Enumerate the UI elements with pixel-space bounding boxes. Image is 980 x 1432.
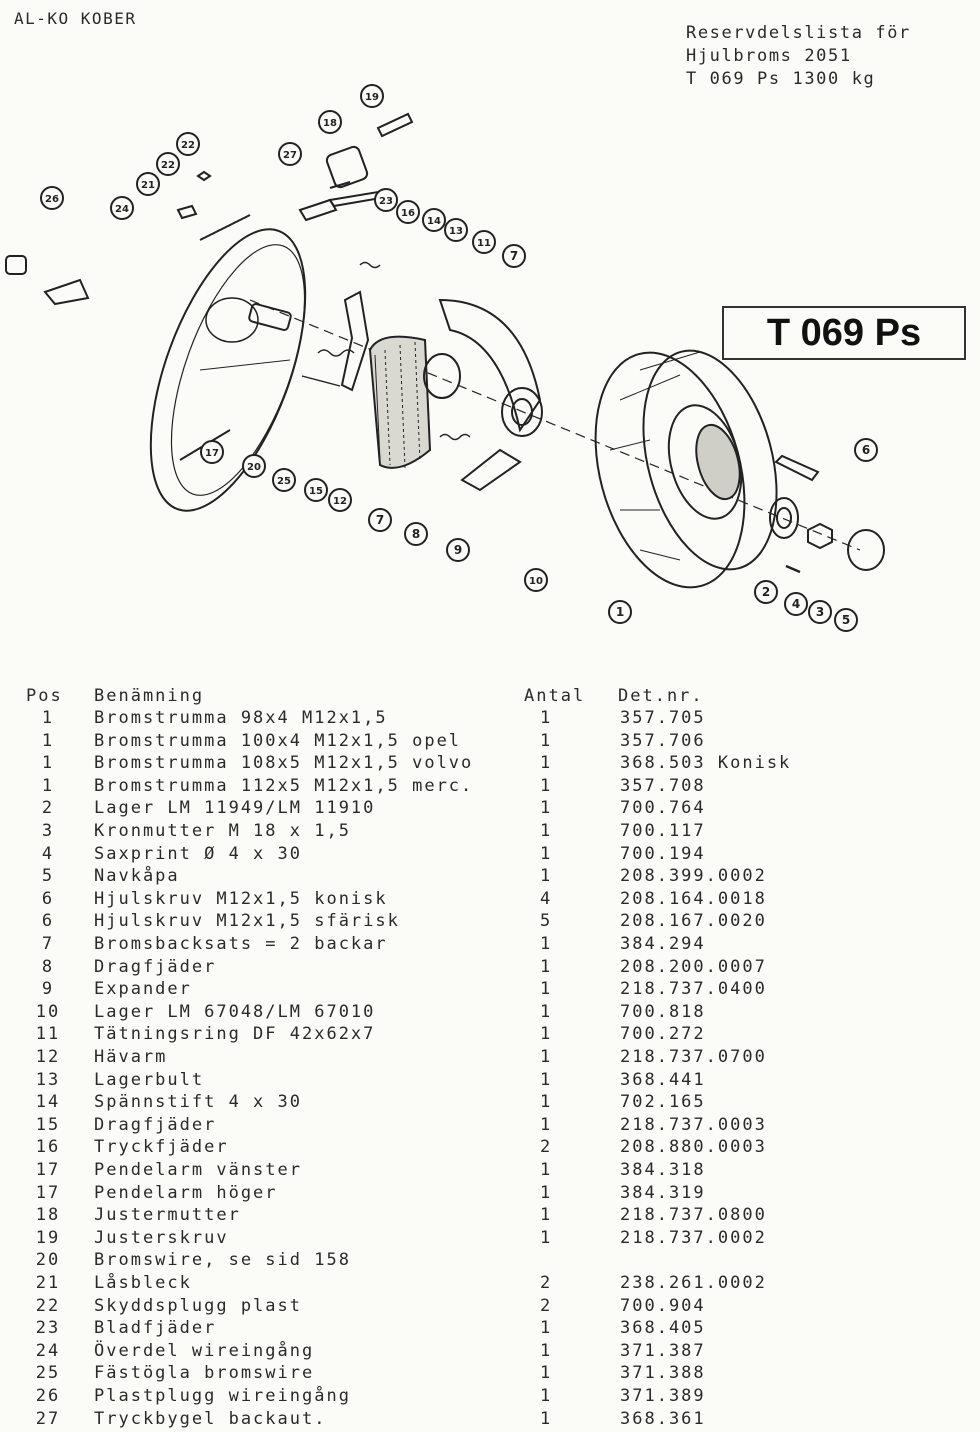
cell-qty: 1 — [540, 1024, 553, 1045]
table-row — [0, 1070, 980, 1092]
cell-name: Bromstrumma 100x4 M12x1,5 opel — [94, 730, 462, 751]
cell-det: 384.318 — [620, 1160, 706, 1180]
cell-pos: 24 — [35, 1340, 61, 1361]
cell-name: Tryckbygel backaut. — [94, 1408, 327, 1429]
table-row — [0, 1409, 980, 1431]
cell-qty: 1 — [540, 753, 553, 774]
cell-pos: 23 — [35, 1318, 61, 1339]
table-row — [0, 798, 980, 820]
cell-det: 371.389 — [620, 1386, 706, 1406]
cell-det: 357.708 — [620, 775, 706, 796]
column-header-name: Benämning — [94, 686, 205, 706]
callout-label: 3 — [815, 605, 825, 619]
table-row — [0, 934, 980, 956]
cell-pos: 9 — [41, 979, 55, 1000]
callout-7 — [369, 509, 391, 531]
cell-qty: 1 — [540, 1408, 553, 1429]
table-row — [0, 776, 980, 798]
callout-10 — [525, 569, 547, 591]
cell-pos: 14 — [35, 1092, 61, 1113]
cell-name: Tätningsring DF 42x62x7 — [94, 1024, 376, 1045]
cell-name: Överdel wireingång — [94, 1340, 315, 1361]
table-row — [0, 911, 980, 933]
callout-label: 18 — [323, 118, 337, 129]
callout-label: 25 — [277, 476, 291, 487]
table-row — [0, 1318, 980, 1340]
cell-det: 371.387 — [620, 1340, 706, 1361]
callout-14 — [423, 209, 445, 231]
cell-pos: 11 — [35, 1024, 61, 1045]
cell-pos: 21 — [35, 1273, 61, 1293]
callout-label: 12 — [333, 496, 347, 507]
cell-det: 700.194 — [620, 843, 706, 864]
cell-name: Justermutter — [94, 1205, 241, 1226]
cell-name: Tryckfjäder — [94, 1137, 229, 1158]
callout-label: 21 — [141, 180, 155, 191]
callout-21 — [137, 173, 159, 195]
cell-qty: 1 — [540, 1160, 553, 1180]
cell-det: 208.164.0018 — [620, 888, 767, 909]
table-row — [0, 753, 980, 775]
callout-label: 15 — [309, 486, 323, 497]
cell-name: Skyddsplugg plast — [94, 1295, 302, 1316]
callout-6 — [855, 439, 877, 461]
cell-pos: 5 — [41, 866, 55, 887]
cell-name: Bromswire, se sid 158 — [94, 1250, 351, 1271]
cell-qty: 2 — [540, 1295, 553, 1316]
callout-27 — [279, 143, 301, 165]
cell-det: 368.361 — [620, 1408, 706, 1429]
callout-label: 27 — [283, 150, 297, 161]
cell-qty: 1 — [540, 843, 553, 864]
callout-label: 7 — [509, 249, 519, 263]
cell-det: 700.904 — [620, 1295, 706, 1316]
cell-name: Saxprint Ø 4 x 30 — [94, 843, 302, 864]
cell-pos: 1 — [41, 775, 55, 796]
table-row — [0, 1273, 980, 1295]
cell-det: 218.737.0800 — [620, 1205, 767, 1226]
callout-label: 17 — [205, 448, 219, 459]
cell-qty: 1 — [540, 1047, 553, 1067]
callout-4 — [785, 593, 807, 615]
cell-name: Pendelarm vänster — [94, 1160, 302, 1180]
cell-qty: 1 — [540, 821, 553, 841]
table-row — [0, 1047, 980, 1069]
cell-pos: 1 — [41, 753, 55, 774]
cell-qty: 1 — [540, 1114, 553, 1135]
column-header-pos: Pos — [26, 686, 63, 706]
callout-25 — [273, 469, 295, 491]
table-row — [0, 979, 980, 1001]
cell-qty: 1 — [540, 1318, 553, 1339]
callout-11 — [473, 231, 495, 253]
cell-pos: 17 — [35, 1160, 61, 1180]
back-plate-drawing — [119, 210, 337, 531]
cell-det: 238.261.0002 — [620, 1273, 767, 1293]
cell-name: Bladfjäder — [94, 1318, 217, 1339]
callout-1 — [609, 601, 631, 623]
table-row — [0, 1160, 980, 1182]
cell-name: Lager LM 67048/LM 67010 — [94, 1001, 376, 1022]
cell-qty: 1 — [540, 956, 553, 977]
callout-label: 13 — [449, 226, 463, 237]
callout-label: 20 — [247, 462, 261, 473]
callout-7 — [503, 245, 525, 267]
cell-det: 368.441 — [620, 1069, 706, 1090]
callout-15 — [305, 479, 327, 501]
cell-qty: 1 — [540, 979, 553, 1000]
cell-qty: 1 — [540, 866, 553, 887]
callout-23 — [375, 189, 397, 211]
cell-qty: 1 — [540, 1205, 553, 1226]
table-row — [0, 1002, 980, 1024]
cell-det: 702.165 — [620, 1092, 706, 1113]
cell-det: 208.880.0003 — [620, 1137, 767, 1158]
title-line-1: Reservdelslista för — [686, 23, 911, 43]
table-row — [0, 1115, 980, 1137]
cell-name: Expander — [94, 979, 192, 1000]
cell-name: Dragfjäder — [94, 956, 217, 977]
callout-2 — [755, 581, 777, 603]
table-row — [0, 1341, 980, 1363]
callout-label: 22 — [181, 140, 195, 151]
cell-pos: 12 — [35, 1047, 61, 1067]
table-row — [0, 1250, 980, 1272]
cell-det: 208.167.0020 — [620, 911, 767, 932]
table-row — [0, 1228, 980, 1250]
cell-pos: 13 — [35, 1069, 61, 1090]
cell-qty: 1 — [540, 1227, 553, 1248]
callout-8 — [405, 523, 427, 545]
cell-name: Plastplugg wireingång — [94, 1386, 351, 1406]
callout-label: 4 — [791, 597, 801, 611]
callout-22 — [177, 133, 199, 155]
table-row — [0, 1363, 980, 1385]
cell-pos: 8 — [41, 956, 55, 977]
cell-name: Dragfjäder — [94, 1114, 217, 1135]
callout-label: 14 — [427, 216, 441, 227]
cell-det: 371.388 — [620, 1363, 706, 1384]
cell-name: Lagerbult — [94, 1069, 205, 1090]
callout-label: 9 — [453, 543, 463, 557]
cell-pos: 1 — [41, 708, 55, 728]
callout-label: 19 — [365, 92, 379, 103]
table-row — [0, 1386, 980, 1408]
column-header-qty: Antal — [524, 686, 586, 706]
title-line-2: Hjulbroms 2051 — [686, 46, 852, 66]
callout-label: 1 — [615, 605, 625, 619]
cell-name: Spännstift 4 x 30 — [94, 1092, 302, 1113]
table-row — [0, 1205, 980, 1227]
callout-19 — [361, 85, 383, 107]
cell-det: 218.737.0003 — [620, 1114, 767, 1135]
table-row — [0, 866, 980, 888]
cell-qty: 1 — [540, 1386, 553, 1406]
table-row — [0, 1296, 980, 1318]
cell-name: Kronmutter M 18 x 1,5 — [94, 821, 351, 841]
callout-label: 26 — [45, 194, 59, 205]
cell-name: Hjulskruv M12x1,5 sfärisk — [94, 911, 400, 932]
cell-pos: 15 — [35, 1114, 61, 1135]
callout-9 — [447, 539, 469, 561]
cell-det: 700.764 — [620, 798, 706, 819]
cell-qty: 2 — [540, 1273, 553, 1293]
callout-label: 8 — [411, 527, 421, 541]
column-header-det: Det.nr. — [618, 686, 704, 706]
cell-pos: 20 — [35, 1250, 61, 1271]
brake-drum-drawing — [571, 336, 799, 604]
table-row — [0, 1024, 980, 1046]
cell-det: 700.272 — [620, 1024, 706, 1045]
callout-label: 16 — [401, 208, 415, 219]
cell-det: 700.117 — [620, 821, 706, 841]
table-row — [0, 957, 980, 979]
cell-qty: 1 — [540, 1001, 553, 1022]
callout-label: 2 — [761, 585, 771, 599]
cell-qty: 1 — [540, 775, 553, 796]
cell-det: 384.294 — [620, 934, 706, 954]
callout-24 — [111, 197, 133, 219]
callout-13 — [445, 219, 467, 241]
table-row — [0, 821, 980, 843]
cell-pos: 26 — [35, 1386, 61, 1406]
cell-name: Låsbleck — [94, 1273, 192, 1293]
cell-name: Bromstrumma 98x4 M12x1,5 — [94, 708, 388, 728]
cell-det: 218.737.0400 — [620, 979, 767, 1000]
cell-pos: 16 — [35, 1137, 61, 1158]
cell-name: Navkåpa — [94, 866, 180, 887]
model-label-box: T 069 Ps — [722, 306, 966, 360]
cell-name: Hjulskruv M12x1,5 konisk — [94, 888, 388, 909]
callout-12 — [329, 489, 351, 511]
cell-qty: 5 — [540, 911, 553, 932]
hub-cap-drawing — [848, 530, 884, 570]
cell-det: 357.705 — [620, 708, 706, 728]
cell-pos: 1 — [41, 730, 55, 751]
callout-17 — [201, 441, 223, 463]
cell-det: 208.399.0002 — [620, 866, 767, 887]
cell-det: 368.503 Konisk — [620, 753, 792, 774]
cell-pos: 25 — [35, 1363, 61, 1384]
cell-pos: 6 — [41, 888, 55, 909]
cell-pos: 6 — [41, 911, 55, 932]
cell-qty: 2 — [540, 1137, 553, 1158]
callout-label: 24 — [115, 204, 129, 215]
table-row — [0, 844, 980, 866]
cell-det: 218.737.0700 — [620, 1047, 767, 1067]
table-row — [0, 708, 980, 730]
cell-det: 700.818 — [620, 1001, 706, 1022]
cell-name: Hävarm — [94, 1047, 168, 1067]
callout-label: 11 — [477, 238, 491, 249]
table-row — [0, 731, 980, 753]
cell-qty: 1 — [540, 798, 553, 819]
brake-shoes-drawing — [370, 300, 540, 468]
cell-pos: 10 — [35, 1001, 61, 1022]
callout-18 — [319, 111, 341, 133]
cell-qty: 1 — [540, 934, 553, 954]
cell-name: Lager LM 11949/LM 11910 — [94, 798, 376, 819]
cell-qty: 1 — [540, 730, 553, 751]
callout-label: 6 — [861, 443, 871, 457]
title-line-3: T 069 Ps 1300 kg — [686, 69, 876, 89]
cell-det: 384.319 — [620, 1182, 706, 1203]
cell-qty: 1 — [540, 1182, 553, 1203]
cell-qty: 1 — [540, 1363, 553, 1384]
callout-20 — [243, 455, 265, 477]
callout-label: 7 — [375, 513, 385, 527]
cell-qty: 1 — [540, 1340, 553, 1361]
callout-26 — [41, 187, 63, 209]
callout-label: 23 — [379, 196, 393, 207]
cell-pos: 19 — [35, 1227, 61, 1248]
callout-22 — [157, 153, 179, 175]
cell-name: Fästögla bromswire — [94, 1363, 315, 1384]
cell-det: 357.706 — [620, 730, 706, 751]
cell-pos: 18 — [35, 1205, 61, 1226]
table-row — [0, 1137, 980, 1159]
cell-qty: 1 — [540, 1069, 553, 1090]
table-row — [0, 1092, 980, 1114]
cell-name: Bromstrumma 108x5 M12x1,5 volvo — [94, 753, 474, 774]
table-row — [0, 1183, 980, 1205]
cell-pos: 4 — [41, 843, 55, 864]
callout-3 — [809, 601, 831, 623]
cell-det: 218.737.0002 — [620, 1227, 767, 1248]
cell-det: 368.405 — [620, 1318, 706, 1339]
cell-pos: 7 — [41, 934, 55, 954]
exploded-brake-diagram — [0, 70, 980, 670]
cell-name: Pendelarm höger — [94, 1182, 278, 1203]
callout-5 — [835, 609, 857, 631]
table-row — [0, 889, 980, 911]
callout-label: 10 — [529, 576, 543, 587]
cell-qty: 1 — [540, 1092, 553, 1113]
callout-label: 5 — [841, 613, 851, 627]
cell-qty: 4 — [540, 888, 553, 909]
cell-qty: 1 — [540, 708, 553, 728]
cell-pos: 17 — [35, 1182, 61, 1203]
brand-label: AL-KO KOBER — [14, 9, 137, 28]
cell-pos: 3 — [41, 821, 55, 841]
cell-pos: 27 — [35, 1408, 61, 1429]
callout-label: 22 — [161, 160, 175, 171]
cell-name: Justerskruv — [94, 1227, 229, 1248]
callout-16 — [397, 201, 419, 223]
cell-pos: 2 — [41, 798, 55, 819]
cell-name: Bromsbacksats = 2 backar — [94, 934, 388, 954]
cell-pos: 22 — [35, 1295, 61, 1316]
cell-det: 208.200.0007 — [620, 956, 767, 977]
cell-name: Bromstrumma 112x5 M12x1,5 merc. — [94, 775, 474, 796]
